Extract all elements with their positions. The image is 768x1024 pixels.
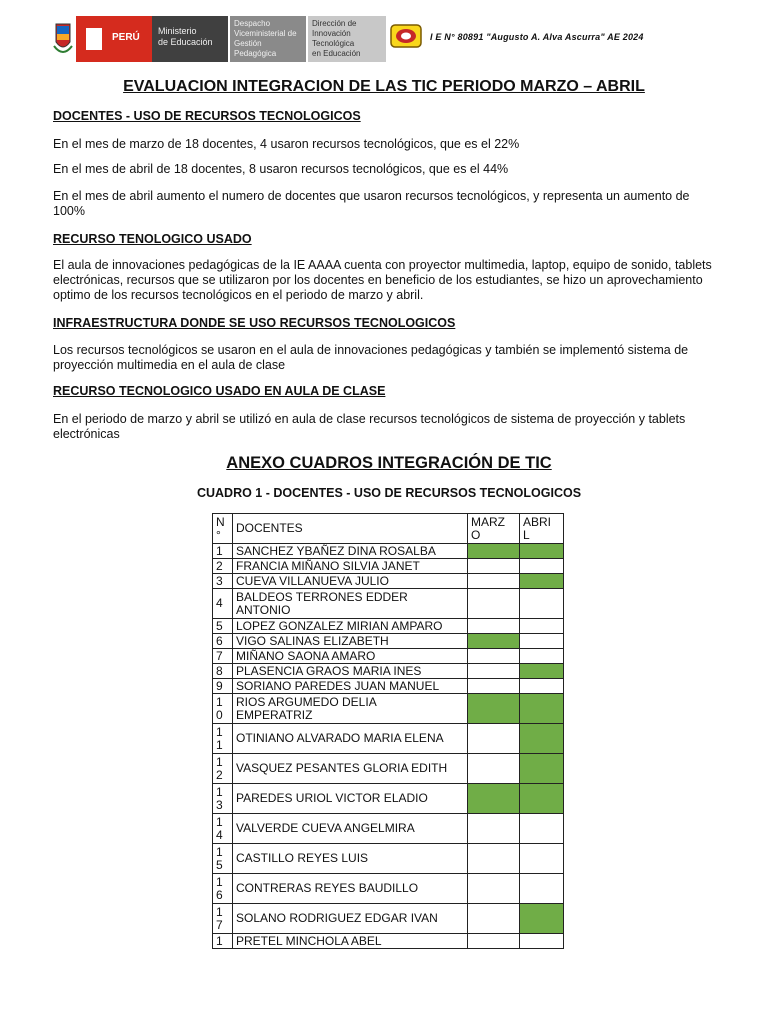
row-number-line: 5 bbox=[216, 857, 223, 872]
ministerio-line: de Educación bbox=[158, 37, 213, 47]
direccion-line: en Educación bbox=[312, 49, 361, 58]
header-docentes: DOCENTES bbox=[233, 514, 468, 544]
table-row bbox=[213, 679, 564, 694]
peru-logo bbox=[76, 16, 152, 62]
docente-name bbox=[233, 664, 468, 679]
docente-name bbox=[233, 904, 468, 934]
table-row bbox=[213, 544, 564, 559]
docente-name-line: CUEVA VILLANUEVA JULIO bbox=[236, 573, 389, 588]
header-marzo-line: MARZ bbox=[471, 514, 505, 529]
table-row bbox=[213, 649, 564, 664]
row-number bbox=[213, 649, 233, 664]
docente-name bbox=[233, 574, 468, 589]
paragraph: Los recursos tecnológicos se usaron en el aula de innovaciones pedagógicas y también se implementó sistema de proyección multimedia en el aula de clase bbox=[53, 343, 689, 372]
abril-cell bbox=[520, 724, 564, 754]
header-num-line: N bbox=[216, 514, 225, 529]
row-number-line: 1 bbox=[216, 933, 223, 948]
abril-cell bbox=[520, 544, 564, 559]
paragraph: En el mes de abril aumento el numero de docentes que usaron recursos tecnológicos, y representa un aumento de 100% bbox=[53, 189, 690, 218]
docente-name-line: CONTRERAS REYES BAUDILLO bbox=[236, 881, 419, 895]
row-number bbox=[213, 619, 233, 634]
ministerio-logo bbox=[152, 16, 228, 62]
abril-cell bbox=[520, 559, 564, 574]
docente-name bbox=[233, 784, 468, 814]
annex-title: ANEXO CUADROS INTEGRACIÓN DE TIC bbox=[226, 454, 552, 472]
header-abril bbox=[520, 514, 564, 544]
table-row bbox=[213, 619, 564, 634]
section-heading: DOCENTES - USO DE RECURSOS TECNOLOGICOS bbox=[53, 109, 361, 123]
row-number-line: 8 bbox=[216, 663, 223, 678]
docente-name-line: RIOS ARGUMEDO DELIA bbox=[236, 694, 377, 709]
despacho-line: Viceministerial de bbox=[234, 29, 297, 38]
header-logos bbox=[52, 14, 732, 66]
row-number bbox=[213, 874, 233, 904]
docente-name-line: PRETEL MINCHOLA ABEL bbox=[236, 933, 382, 948]
docente-name-line: FRANCIA MIÑANO SILVIA JANET bbox=[236, 558, 420, 573]
row-number-line: 1 bbox=[216, 904, 223, 919]
abril-cell bbox=[520, 634, 564, 649]
row-number bbox=[213, 574, 233, 589]
marzo-cell bbox=[468, 589, 520, 619]
table-row bbox=[213, 904, 564, 934]
docente-name bbox=[233, 934, 468, 949]
table-row bbox=[213, 694, 564, 724]
paragraph: En el mes de abril de 18 docentes, 8 usaron recursos tecnológicos, que es el 44% bbox=[53, 162, 509, 176]
row-number bbox=[213, 844, 233, 874]
docente-name-line: SOLANO RODRIGUEZ EDGAR IVAN bbox=[236, 911, 438, 925]
row-number-line: 1 bbox=[216, 814, 223, 829]
marzo-cell bbox=[468, 904, 520, 934]
row-number-line: 4 bbox=[216, 827, 223, 842]
abril-cell bbox=[520, 844, 564, 874]
table-row bbox=[213, 589, 564, 619]
row-number-line: 2 bbox=[216, 558, 223, 573]
marzo-cell bbox=[468, 754, 520, 784]
direccion-line: Dirección de bbox=[312, 19, 357, 28]
row-number-line: 1 bbox=[216, 784, 223, 799]
marzo-cell bbox=[468, 649, 520, 664]
row-number bbox=[213, 904, 233, 934]
marzo-cell bbox=[468, 844, 520, 874]
docente-name bbox=[233, 559, 468, 574]
docente-name bbox=[233, 724, 468, 754]
section-heading: RECURSO TENOLOGICO USADO bbox=[53, 232, 252, 246]
row-number bbox=[213, 544, 233, 559]
row-number bbox=[213, 814, 233, 844]
docente-name-line: SORIANO PAREDES JUAN MANUEL bbox=[236, 678, 440, 693]
row-number-line: 1 bbox=[216, 844, 223, 859]
row-number-line: 0 bbox=[216, 707, 223, 722]
header-marzo bbox=[468, 514, 520, 544]
docente-name-line: VALVERDE CUEVA ANGELMIRA bbox=[236, 821, 415, 835]
abril-cell bbox=[520, 694, 564, 724]
abril-cell bbox=[520, 934, 564, 949]
header-marzo-line: O bbox=[471, 527, 481, 542]
docente-name-line: ANTONIO bbox=[236, 602, 291, 617]
row-number-line: 5 bbox=[216, 618, 223, 633]
row-number bbox=[213, 694, 233, 724]
abril-cell bbox=[520, 619, 564, 634]
row-number bbox=[213, 784, 233, 814]
docente-name-line: VASQUEZ PESANTES GLORIA EDITH bbox=[236, 761, 448, 775]
docente-name bbox=[233, 844, 468, 874]
table-row bbox=[213, 874, 564, 904]
docentes-table bbox=[212, 513, 564, 949]
abril-cell bbox=[520, 664, 564, 679]
row-number-line: 4 bbox=[216, 596, 223, 610]
docente-name-line: PLASENCIA GRAOS MARIA INES bbox=[236, 663, 422, 678]
row-number-line: 6 bbox=[216, 633, 223, 648]
docente-name bbox=[233, 619, 468, 634]
paragraph: En el periodo de marzo y abril se utilizó en aula de clase recursos tecnológicos de sistema de proyección y tablets electrónicas bbox=[53, 412, 686, 441]
table-row bbox=[213, 574, 564, 589]
abril-cell bbox=[520, 814, 564, 844]
paragraph: En el mes de marzo de 18 docentes, 4 usaron recursos tecnológicos, que es el 22% bbox=[53, 137, 520, 151]
header-abril-line: L bbox=[523, 527, 530, 542]
row-number-line: 1 bbox=[216, 874, 223, 889]
row-number bbox=[213, 934, 233, 949]
row-number-line: 1 bbox=[216, 543, 223, 558]
school-name: I E N° 80891 "Augusto A. Alva Ascurra" AE 2024 bbox=[430, 32, 644, 42]
row-number-line: 3 bbox=[216, 797, 223, 812]
docente-name-line: BALDEOS TERRONES EDDER bbox=[236, 589, 408, 604]
flag-icon bbox=[79, 28, 109, 50]
table-row bbox=[213, 724, 564, 754]
docente-name-line: PAREDES URIOL VICTOR ELADIO bbox=[236, 791, 428, 805]
abril-cell bbox=[520, 754, 564, 784]
row-number bbox=[213, 754, 233, 784]
docente-name-line: EMPERATRIZ bbox=[236, 707, 313, 722]
school-emblem-icon bbox=[390, 24, 422, 48]
abril-cell bbox=[520, 679, 564, 694]
docente-name bbox=[233, 874, 468, 904]
abril-cell bbox=[520, 904, 564, 934]
row-number bbox=[213, 634, 233, 649]
docente-name bbox=[233, 754, 468, 784]
direccion-logo bbox=[308, 16, 386, 62]
abril-cell bbox=[520, 874, 564, 904]
table-row bbox=[213, 784, 564, 814]
document-title: EVALUACION INTEGRACION DE LAS TIC PERIODO MARZO – ABRIL bbox=[123, 78, 645, 95]
table-row bbox=[213, 664, 564, 679]
docente-name bbox=[233, 544, 468, 559]
marzo-cell bbox=[468, 619, 520, 634]
docente-name-line: LOPEZ GONZALEZ MIRIAN AMPARO bbox=[236, 618, 443, 633]
header-abril-line: ABRI bbox=[523, 514, 552, 529]
marzo-cell bbox=[468, 934, 520, 949]
ministerio-line: Ministerio bbox=[158, 26, 197, 36]
docente-name-line: CASTILLO REYES LUIS bbox=[236, 851, 369, 865]
marzo-cell bbox=[468, 664, 520, 679]
abril-cell bbox=[520, 589, 564, 619]
docente-name bbox=[233, 649, 468, 664]
peru-coat-of-arms-icon bbox=[52, 18, 74, 58]
row-number bbox=[213, 664, 233, 679]
section-heading: INFRAESTRUCTURA DONDE SE USO RECURSOS TECNOLOGICOS bbox=[53, 316, 456, 330]
row-number-line: 3 bbox=[216, 573, 223, 588]
row-number-line: 7 bbox=[216, 648, 223, 663]
marzo-cell bbox=[468, 814, 520, 844]
docente-name bbox=[233, 694, 468, 724]
row-number bbox=[213, 724, 233, 754]
docente-name bbox=[233, 814, 468, 844]
docente-name bbox=[233, 679, 468, 694]
marzo-cell bbox=[468, 679, 520, 694]
table-row bbox=[213, 754, 564, 784]
row-number bbox=[213, 589, 233, 619]
docente-name bbox=[233, 634, 468, 649]
table-row bbox=[213, 634, 564, 649]
table-row bbox=[213, 844, 564, 874]
direccion-line: Innovación Tecnológica bbox=[312, 29, 355, 48]
row-number-line: 1 bbox=[216, 754, 223, 769]
row-number-line: 1 bbox=[216, 724, 223, 739]
despacho-logo bbox=[230, 16, 306, 62]
marzo-cell bbox=[468, 634, 520, 649]
marzo-cell bbox=[468, 544, 520, 559]
row-number-line: 2 bbox=[216, 767, 223, 782]
abril-cell bbox=[520, 784, 564, 814]
docente-name-line: MIÑANO SAONA AMARO bbox=[236, 648, 376, 663]
peru-label: PERÚ bbox=[112, 32, 140, 43]
despacho-line: Despacho bbox=[234, 19, 271, 28]
docente-name-line: SANCHEZ YBAÑEZ DINA ROSALBA bbox=[236, 543, 436, 558]
row-number-line: 1 bbox=[216, 737, 223, 752]
paragraph: El aula de innovaciones pedagógicas de la IE AAAA cuenta con proyector multimedia, laptop, equipo de sonido, tablets electrónicas, recursos que se utilizaron por los docentes en beneficio de los estudiantes, se hizo un aprovechamiento optimo de los recursos tecnológicos en el periodo de marzo y abril. bbox=[53, 258, 712, 302]
table-header-row bbox=[213, 514, 564, 544]
marzo-cell bbox=[468, 559, 520, 574]
docente-name-line: VIGO SALINAS ELIZABETH bbox=[236, 633, 389, 648]
marzo-cell bbox=[468, 574, 520, 589]
table-row bbox=[213, 559, 564, 574]
row-number-line: 6 bbox=[216, 887, 223, 902]
row-number bbox=[213, 559, 233, 574]
header-num-line: ° bbox=[216, 527, 221, 542]
marzo-cell bbox=[468, 694, 520, 724]
section-heading: RECURSO TECNOLOGICO USADO EN AULA DE CLASE bbox=[53, 384, 386, 398]
docente-name-line: OTINIANO ALVARADO MARIA ELENA bbox=[236, 731, 444, 745]
header-num bbox=[213, 514, 233, 544]
row-number-line: 1 bbox=[216, 694, 223, 709]
abril-cell bbox=[520, 649, 564, 664]
row-number-line: 7 bbox=[216, 917, 223, 932]
row-number-line: 9 bbox=[216, 678, 223, 693]
table-caption: CUADRO 1 - DOCENTES - USO DE RECURSOS TECNOLOGICOS bbox=[196, 486, 582, 500]
despacho-line: Gestión Pedagógica bbox=[234, 39, 277, 58]
marzo-cell bbox=[468, 784, 520, 814]
table-row bbox=[213, 934, 564, 949]
docente-name bbox=[233, 589, 468, 619]
row-number bbox=[213, 679, 233, 694]
abril-cell bbox=[520, 574, 564, 589]
marzo-cell bbox=[468, 874, 520, 904]
table-row bbox=[213, 814, 564, 844]
marzo-cell bbox=[468, 724, 520, 754]
